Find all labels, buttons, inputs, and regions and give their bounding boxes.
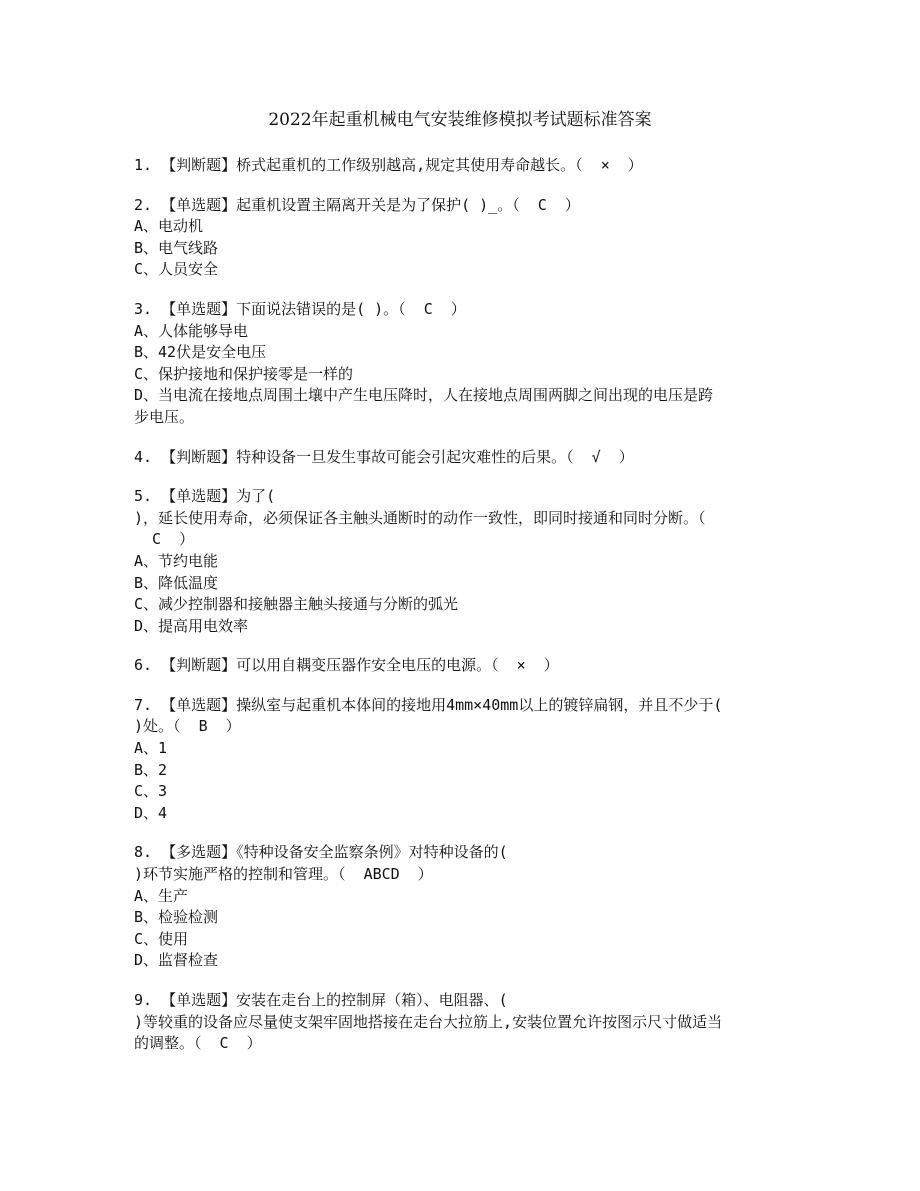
- question-7-option-d: D、4: [134, 803, 168, 822]
- question-9: [134, 990, 784, 1055]
- question-7-option-b: B、2: [134, 760, 168, 779]
- question-9-stem-end: 的调整。（ C ）: [134, 1034, 262, 1053]
- question-3-stem: 3. 【单选题】下面说法错误的是( )。（ C ）: [134, 299, 466, 318]
- question-3-option-d: D、当电流在接地点周围土壤中产生电压降时，人在接地点周围两脚之间出现的电压是跨: [134, 386, 714, 405]
- question-6-stem: 6. 【判断题】可以用自耦变压器作安全电压的电源。（ × ）: [134, 656, 559, 675]
- question-7-option-a: A、1: [134, 739, 168, 758]
- question-8: [134, 842, 784, 972]
- question-5-stem-cont: )，延长使用寿命，必须保证各主触头通断时的动作一致性，即同时接通和同时分断。（: [134, 508, 706, 527]
- question-8-stem-cont: )环节实施严格的控制和管理。（ ABCD ）: [134, 865, 433, 884]
- question-7-option-c: C、3: [134, 782, 168, 801]
- question-2: [134, 195, 784, 281]
- question-5-option-b: B、降低温度: [134, 573, 219, 592]
- question-8-option-d: D、监督检查: [134, 951, 219, 970]
- question-1-stem: 1. 【判断题】桥式起重机的工作级别越高,规定其使用寿命越长。（ × ）: [134, 156, 643, 174]
- question-8-option-b: B、检验检测: [134, 908, 219, 927]
- question-3-option-a: A、人体能够导电: [134, 321, 249, 340]
- question-5-stem: 5. 【单选题】为了(: [134, 487, 276, 506]
- question-3-option-b: B、42伏是安全电压: [134, 343, 267, 362]
- question-2-stem: 2. 【单选题】起重机设置主隔离开关是为了保护( )_。（ C ）: [134, 195, 580, 214]
- question-3-option-d-cont: 步电压。: [134, 407, 195, 426]
- question-3-option-c: C、保护接地和保护接零是一样的: [134, 364, 354, 383]
- question-list: [134, 155, 784, 1073]
- question-8-option-a: A、生产: [134, 886, 189, 905]
- question-8-option-c: C、使用: [134, 929, 189, 948]
- question-3: [134, 299, 784, 429]
- question-5: [134, 486, 784, 637]
- question-7-stem-cont: )处。（ B ）: [134, 717, 241, 736]
- question-2-option-c: C、人员安全: [134, 260, 219, 279]
- question-9-stem-cont: )等较重的设备应尽量使支架牢固地搭接在走台大拉筋上,安装位置允许按图示尺寸做适当: [134, 1012, 723, 1031]
- question-1: [134, 155, 784, 177]
- question-2-option-a: A、电动机: [134, 217, 204, 236]
- question-5-option-a: A、节约电能: [134, 551, 219, 570]
- question-5-answer: C ）: [134, 530, 195, 549]
- question-5-option-d: D、提高用电效率: [134, 616, 249, 635]
- question-4-stem: 4. 【判断题】特种设备一旦发生事故可能会引起灾难性的后果。（ √ ）: [134, 447, 634, 466]
- question-6: [134, 655, 784, 677]
- question-2-option-b: B、电气线路: [134, 238, 219, 257]
- question-9-stem: 9. 【单选题】安装在走台上的控制屏（箱）、电阻器、(: [134, 991, 508, 1009]
- question-8-stem: 8. 【多选题】《特种设备安全监察条例》对特种设备的(: [134, 843, 508, 862]
- question-7-stem: 7. 【单选题】操纵室与起重机本体间的接地用4mm×40mm以上的镀锌扁钢，并且不少于(: [134, 695, 723, 714]
- document-title: 2022年起重机械电气安装维修模拟考试题标准答案: [268, 110, 652, 130]
- question-5-option-c: C、减少控制器和接触器主触头接通与分断的弧光: [134, 595, 459, 614]
- question-4: [134, 447, 784, 469]
- question-7: [134, 695, 784, 825]
